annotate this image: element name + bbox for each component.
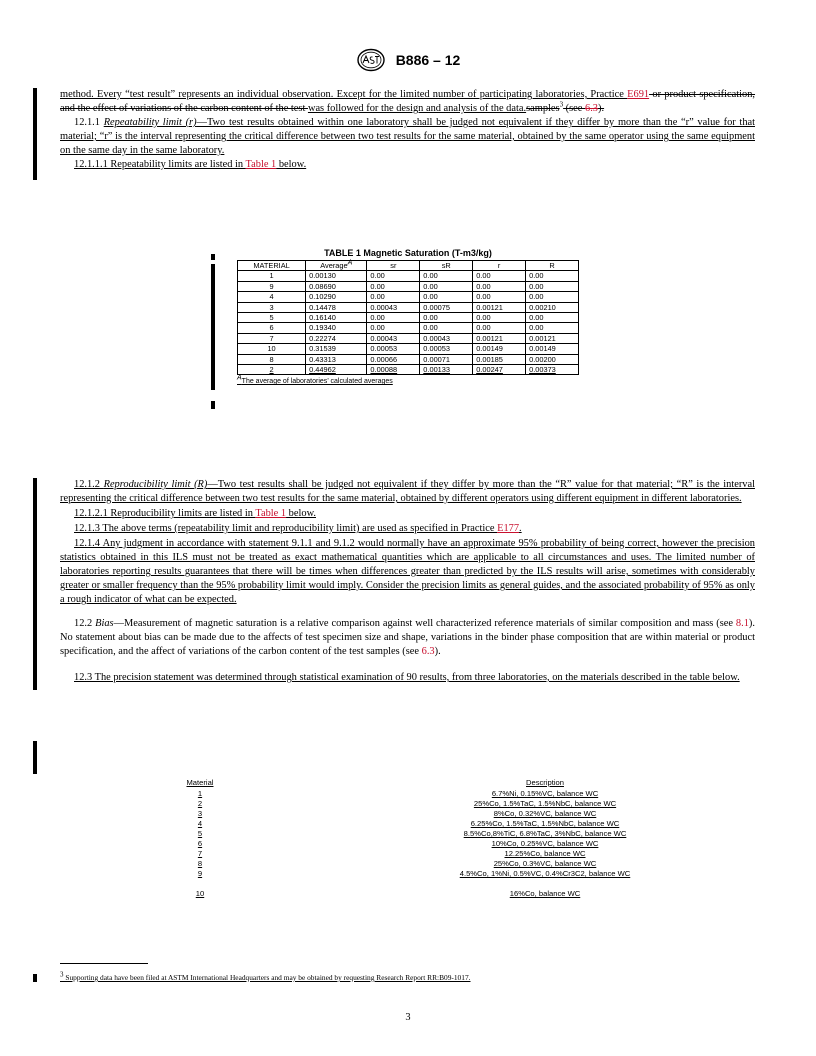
table-cell: 0.00 [420,323,473,333]
table-row [238,333,579,343]
link-section-8-1[interactable]: 8.1 [735,618,749,629]
table-cell: 0.00 [473,292,526,302]
table-cell: 0.10290 [306,292,367,302]
column-header: MATERIAL [238,261,306,271]
table-cell: 0.00185 [473,354,526,364]
table-cell: 0.00 [473,281,526,291]
footnote-divider [60,963,148,964]
paragraph-12-1-cont [60,88,755,116]
materials-header-description: Description [526,778,564,787]
material-description: 8.5%Co,8%TiC, 6.8%TaC, 3%NbC, balance WC [463,829,627,838]
magnetic-saturation-table [237,260,579,375]
material-description: 10%Co, 0.25%VC, balance WC [491,839,599,848]
table-1 [237,248,579,385]
link-e177[interactable]: E177 [497,523,520,534]
paragraph-12-1-1 [60,116,755,158]
table-cell: 0.00 [473,323,526,333]
table-cell: 0.00 [367,292,420,302]
table-cell: 0.00 [367,313,420,323]
change-bar [33,974,37,982]
material-description: 12.25%Co, balance WC [504,849,586,858]
column-header: sr [367,261,420,271]
table-cell: 9 [238,281,306,291]
link-section-6-3[interactable]: 6.3 [421,646,435,657]
change-bar [33,741,37,774]
table-title: TABLE 1 Magnetic Saturation (T-m3/kg) [324,248,492,258]
table-cell: 0.00121 [526,333,579,343]
table-cell: 0.00121 [473,333,526,343]
table-cell: 0.14478 [306,302,367,312]
material-number: 6 [197,839,203,848]
table-cell: 1 [238,271,306,281]
table-cell: 10 [238,344,306,354]
paragraph-12-3: 12.3 The precision statement was determined through statistical examination of 90 results, from three laboratories, on the materials described in the table below. [74,672,740,683]
materials-header-material: Material [186,778,214,787]
table-cell: 0.31539 [306,344,367,354]
table-cell: 6 [238,323,306,333]
table-header-row [238,261,579,271]
paragraph-12-2 [60,617,755,659]
table-cell: 0.00 [526,271,579,281]
table-cell: 0.00133 [420,365,473,375]
table-cell: 0.00149 [526,344,579,354]
table-row [238,323,579,333]
column-header: sR [420,261,473,271]
paragraph-12-1-3 [60,522,755,536]
document-id: B886 – 12 [395,52,461,68]
paragraph-number: 12.2 [74,618,93,629]
material-number: 9 [197,869,203,878]
paragraph-12-1-4: 12.1.4 Any judgment in accordance with statement 9.1.1 and 9.1.2 would normally have an approximate 95% probability of being correct, however the precision statistics obtained in this ILS must not be treated as exact mathematical quantities which are applicable to all circumstances and uses. The limited number of laboratories reporting results guarantees that there will be times when differences greater than predicted by the ILS results will arise, sometimes with considerably greater or smaller frequency than the 95% probability limit would imply. Consider the precision limits as general guides, and the associated probability of 95% as only a rough indicator of what can be expected. [60,538,755,605]
table-cell: 0.00210 [526,302,579,312]
table-cell: 0.00 [473,271,526,281]
paragraph-text: ). No statement about bias can be made due to the affects of test specimen size and shape, variations in the binder phase composition that are within material or product specification, and the affect of variations of the carbon content of the test samples (see [60,618,755,657]
table-cell: 0.00053 [420,344,473,354]
material-description: 8%Co, 0.32%VC, balance WC [493,809,597,818]
paragraph-text: method. Every “test result” represents an individual observation. Except for the limited number of participating laboratories, Practice [60,89,628,100]
term-repeatability-limit: Repeatability limit (r) [103,117,197,128]
material-description: 25%Co, 1.5%TaC, 1.5%NbC, balance WC [473,799,617,808]
paragraph-12-1-2 [60,478,755,506]
link-e691[interactable]: E691 [627,89,650,100]
material-description: 25%Co, 0.3%VC, balance WC [493,859,597,868]
table-cell: 5 [238,313,306,323]
footnote-mark[interactable]: 3 [559,100,564,109]
column-header [306,261,367,271]
table-cell: 0.00043 [367,333,420,343]
table-cell: 3 [238,302,306,312]
material-number: 8 [197,859,203,868]
table-cell: 0.00 [420,281,473,291]
table-cell: 0.00 [367,323,420,333]
paragraph-text: ). [434,646,441,657]
change-bar [211,264,215,390]
deleted-text: ). [598,103,605,114]
table-cell: 0.00088 [367,365,420,375]
table-cell: 0.00149 [473,344,526,354]
table-cell: 0.00200 [526,354,579,364]
link-table-1[interactable]: Table 1 [245,159,277,170]
footnote-text: The average of laboratories’ calculated averages [241,378,393,386]
material-number: 2 [197,799,203,808]
material-number: 10 [195,889,205,898]
paragraph-text: was followed for the design and analysis of the data. [307,103,527,114]
column-header: r [473,261,526,271]
section-12-text-bottom [60,478,755,685]
material-number: 5 [197,829,203,838]
footnote-mark: A [237,375,242,383]
table-cell: 0.00043 [367,302,420,312]
paragraph-12-1-2-1 [60,507,755,521]
table-cell: 0.19340 [306,323,367,333]
paragraph-text: below. [276,159,307,170]
table-cell: 0.43313 [306,354,367,364]
change-bar [33,478,37,690]
page-number: 3 [405,1012,411,1023]
table-cell: 0.00 [420,271,473,281]
paragraph-text: 12.1.2.1 Reproducibility limits are listed in [74,508,256,519]
table-cell: 0.00121 [473,302,526,312]
table-cell: 0.00 [420,313,473,323]
table-cell: 8 [238,354,306,364]
table-cell: 0.00 [526,313,579,323]
table-cell: 0.00 [526,323,579,333]
change-bar [211,254,215,260]
deleted-text: (see [563,103,586,114]
table-cell: 0.00043 [420,333,473,343]
paragraph-text: . [519,523,522,534]
table-cell: 2 [238,365,306,375]
astm-logo-icon [356,48,386,72]
table-cell: 0.00066 [367,354,420,364]
footnote-mark: A [347,259,353,267]
table-cell: 0.22274 [306,333,367,343]
material-description: 16%Co, balance WC [509,889,581,898]
paragraph-number: 12.1.1 [74,117,100,128]
table-cell: 7 [238,333,306,343]
deleted-text: or product specification, and the effect of variations of the carbon content of the test [60,89,756,114]
paragraph-text: 12.1.3 The above terms (repeatability limit and reproducibility limit) are used as specified in Practice [74,523,498,534]
table-footnote [237,375,579,386]
paragraph-number: 12.1.2 [74,479,100,490]
table-row [238,344,579,354]
paragraph-12-1-1-1 [60,158,755,172]
table-row [238,302,579,312]
column-header-text: Average [320,261,348,270]
deleted-text: samples [526,103,560,114]
table-cell: 0.00075 [420,302,473,312]
link-table-1[interactable]: Table 1 [255,508,287,519]
paragraph-text: —Two test results shall be judged not equivalent if they differ by more than the “R” value for that material; “R” is the interval representing the critical difference between two test results for the same material, obtained by different operators using different equipment in different laboratories. [60,479,755,504]
table-row [238,313,579,323]
table-cell: 0.00 [526,281,579,291]
material-description: 6.25%Co, 1.5%TaC, 1.5%NbC, balance WC [470,819,620,828]
paragraph-text: 12.1.1.1 Repeatability limits are listed in [74,159,246,170]
table-cell: 0.00053 [367,344,420,354]
table-cell: 0.00247 [473,365,526,375]
table-cell: 0.00130 [306,271,367,281]
section-12-text-top [60,88,755,172]
term-bias: Bias [95,618,114,629]
table-cell: 4 [238,292,306,302]
table-cell: 0.00 [367,281,420,291]
term-reproducibility-limit: Reproducibility limit (R) [103,479,208,490]
link-section-6-3[interactable]: 6.3 [585,103,599,114]
material-description: 6.7%Ni, 0.15%VC, balance WC [491,789,599,798]
paragraph-text: —Two test results obtained within one laboratory shall be judged not equivalent if they differ by more than the “r” value for that material; “r” is the interval representing the critical difference between two test results for the same material, obtained by the same operator using the same equipment on the same day in the same laboratory. [60,117,756,156]
page-header [0,48,816,72]
paragraph-text: —Measurement of magnetic saturation is a relative comparison against well characterized reference materials of similar composition and mass (see [113,618,736,629]
footnote-3 [60,970,471,982]
material-number: 4 [197,819,203,828]
table-row [238,281,579,291]
paragraph-text: below. [286,508,316,519]
material-number: 1 [197,789,203,798]
table-row [238,292,579,302]
footnote-mark: 3 [60,970,64,979]
table-cell: 0.00071 [420,354,473,364]
table-cell: 0.16140 [306,313,367,323]
column-header: R [526,261,579,271]
table-cell: 0.00373 [526,365,579,375]
table-cell: 0.00 [526,292,579,302]
table-cell: 0.00 [367,271,420,281]
material-number: 3 [197,809,203,818]
table-row [238,354,579,364]
material-number: 7 [197,849,203,858]
footnote-text: Supporting data have been filed at ASTM International Headquarters and may be obtained by requesting Research Report RR:B09-1017. [63,973,471,982]
table-cell: 0.08690 [306,281,367,291]
change-bar [33,88,37,180]
material-description: 4.5%Co, 1%Ni, 0.5%VC, 0.4%Cr3C2, balance WC [459,869,631,878]
change-bar [211,401,215,409]
table-row [238,365,579,375]
table-cell: 0.44962 [306,365,367,375]
table-cell: 0.00 [473,313,526,323]
table-cell: 0.00 [420,292,473,302]
table-row [238,271,579,281]
